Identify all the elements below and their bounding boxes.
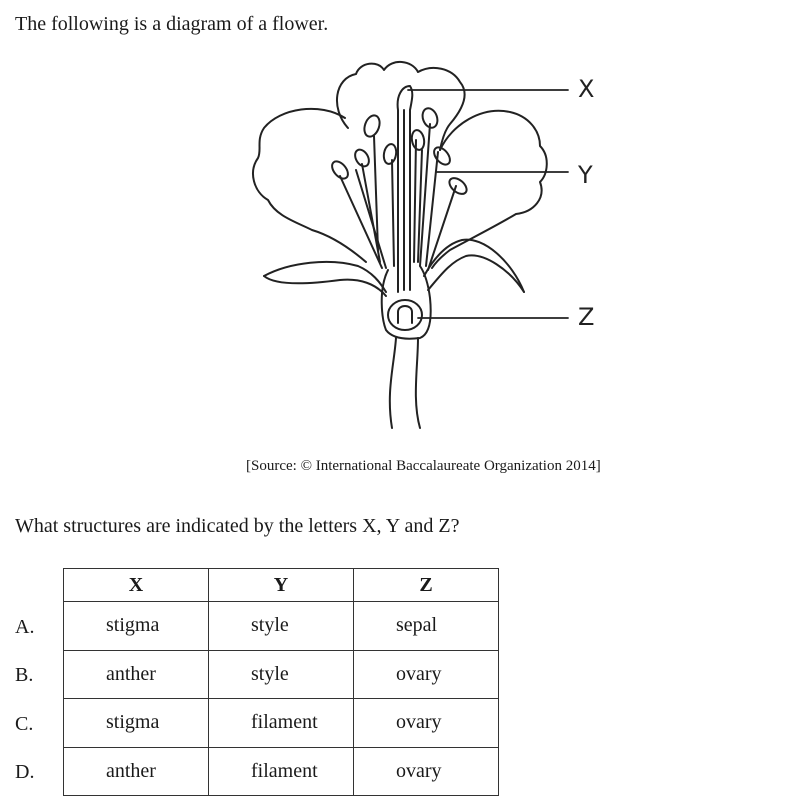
petal-top: [337, 62, 465, 150]
cell-b-x: anther: [64, 650, 209, 699]
cell-b-y: style: [209, 650, 354, 699]
cell-d-x: anther: [64, 747, 209, 796]
answer-table: [63, 568, 499, 796]
question-text: What structures are indicated by the letters X, Y and Z?: [15, 515, 460, 537]
cell-d-y: filament: [209, 747, 354, 796]
sepal-left: [264, 262, 386, 292]
cell-b-z: ovary: [354, 650, 499, 699]
table-row: [64, 650, 499, 699]
header-x: X: [64, 569, 209, 602]
cell-c-x: stigma: [64, 699, 209, 748]
intro-text: The following is a diagram of a flower.: [15, 13, 329, 35]
table-row: [64, 747, 499, 796]
label-y: Y: [578, 161, 593, 189]
ovary-icon: [388, 300, 422, 330]
cell-d-z: ovary: [354, 747, 499, 796]
anthers: [329, 106, 470, 197]
option-letter-b: B.: [15, 664, 34, 686]
label-z: Z: [578, 303, 595, 331]
option-letter-a: A.: [15, 616, 35, 638]
cell-c-y: filament: [209, 699, 354, 748]
stalk: [390, 338, 396, 428]
table-row: [64, 699, 499, 748]
sepal-right: [424, 240, 524, 292]
label-x: X: [578, 75, 595, 103]
header-z: Z: [354, 569, 499, 602]
table-row: [64, 602, 499, 651]
cell-a-x: stigma: [64, 602, 209, 651]
cell-c-z: ovary: [354, 699, 499, 748]
cell-a-y: style: [209, 602, 354, 651]
table-header-row: [64, 569, 499, 602]
header-y: Y: [209, 569, 354, 602]
receptacle: [382, 266, 431, 339]
option-letter-c: C.: [15, 713, 34, 735]
cell-a-z: sepal: [354, 602, 499, 651]
source-citation: [Source: © International Baccalaureate Organization 2014]: [246, 458, 601, 474]
petal-right: [432, 111, 547, 268]
petal-left: [253, 109, 366, 262]
flower-diagram: [245, 55, 615, 440]
option-letter-d: D.: [15, 761, 35, 783]
